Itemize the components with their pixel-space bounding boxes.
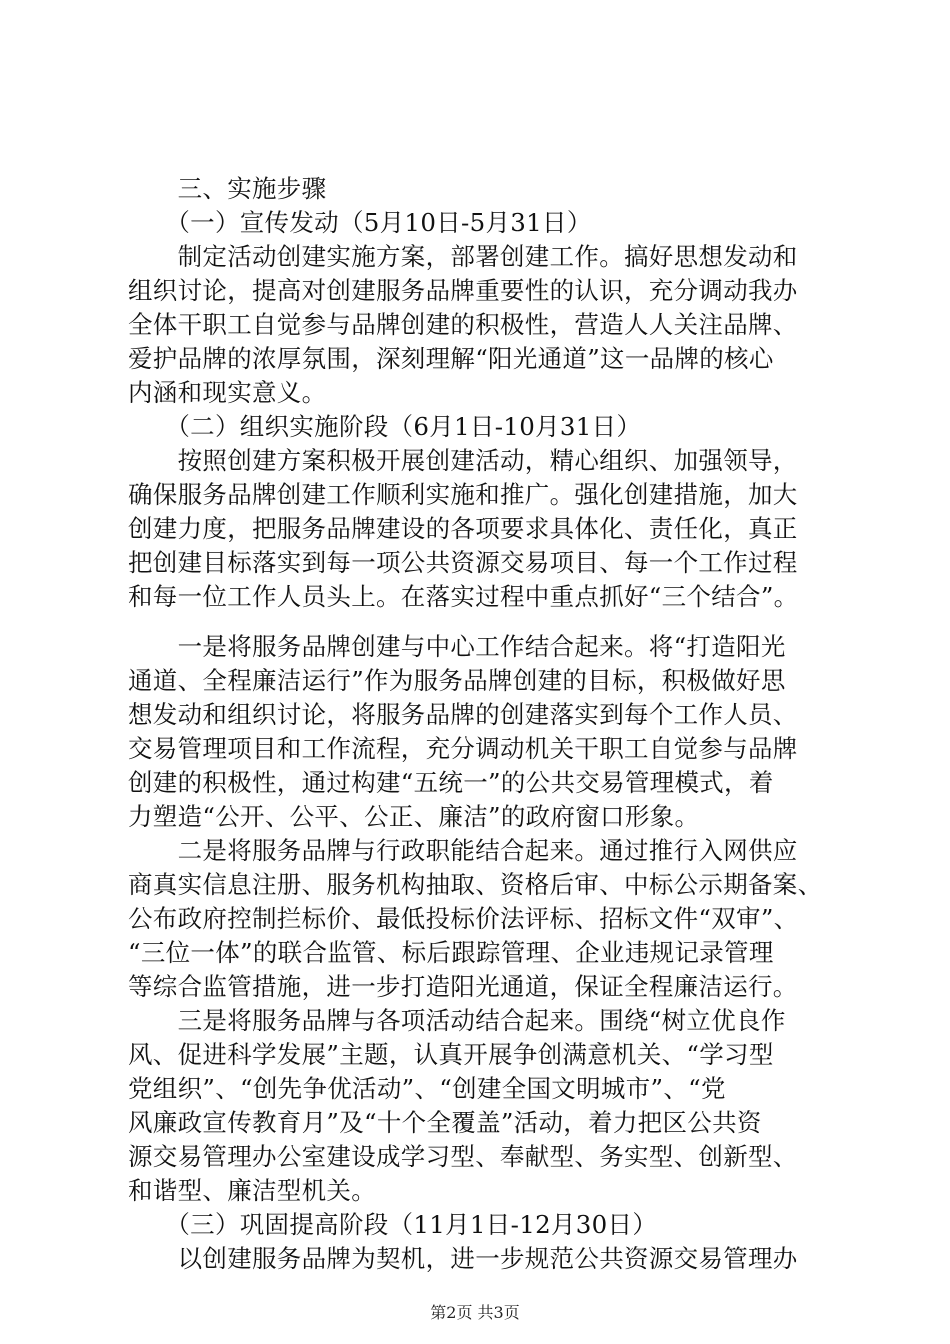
paragraph-line: 商真实信息注册、服务机构抽取、资格后审、中标公示期备案、: [128, 870, 823, 899]
paragraph-line: 按照创建方案积极开展创建活动，精心组织、加强领导，: [128, 446, 798, 475]
section-heading: 三、实施步骤: [128, 174, 327, 203]
paragraph-line: “三位一体”的联合监管、标后跟踪管理、企业违规记录管理: [128, 938, 774, 967]
paragraph-line: 内涵和现实意义。: [128, 378, 327, 407]
paragraph-line: 想发动和组织讨论，将服务品牌的创建落实到每个工作人员、: [128, 700, 798, 729]
paragraph-line: 风廉政宣传教育月”及“十个全覆盖”活动，着力把区公共资: [128, 1108, 762, 1137]
paragraph-line: 力塑造“公开、公平、公正、廉洁”的政府窗口形象。: [128, 802, 700, 831]
paragraph-line: 二是将服务品牌与行政职能结合起来。通过推行入网供应: [128, 836, 798, 865]
paragraph-line: 等综合监管措施，进一步打造阳光通道，保证全程廉洁运行。: [128, 972, 798, 1001]
paragraph-line: 三是将服务品牌与各项活动结合起来。围绕“树立优良作: [128, 1006, 786, 1035]
subsection-heading: （三）巩固提高阶段（11月1日-12月30日）: [128, 1210, 658, 1239]
subsection-heading: （一）宣传发动（5月10日-5月31日）: [128, 208, 592, 237]
paragraph-line: 一是将服务品牌创建与中心工作结合起来。将“打造阳光: [128, 632, 786, 661]
page-footer: 第2页 共3页: [430, 1303, 520, 1322]
paragraph-line: 风、促进科学发展”主题，认真开展争创满意机关、“学习型: [128, 1040, 774, 1069]
paragraph-line: 源交易管理办公室建设成学习型、奉献型、务实型、创新型、: [128, 1142, 798, 1171]
paragraph-line: 确保服务品牌创建工作顺利实施和推广。强化创建措施，加大: [128, 480, 798, 509]
paragraph-line: 爱护品牌的浓厚氛围，深刻理解“阳光通道”这一品牌的核心: [128, 344, 774, 373]
paragraph-line: 公布政府控制拦标价、最低投标价法评标、招标文件“双审”、: [128, 904, 799, 933]
paragraph-line: 通道、全程廉洁运行”作为服务品牌创建的目标，积极做好思: [128, 666, 786, 695]
paragraph-line: 创建的积极性，通过构建“五统一”的公共交易管理模式，着: [128, 768, 774, 797]
paragraph-line: 组织讨论，提高对创建服务品牌重要性的认识，充分调动我办: [128, 276, 798, 305]
paragraph-line: 党组织”、“创先争优活动”、“创建全国文明城市”、“党: [128, 1074, 726, 1103]
paragraph-line: 把创建目标落实到每一项公共资源交易项目、每一个工作过程: [128, 548, 798, 577]
paragraph-line: 和每一位工作人员头上。在落实过程中重点抓好“三个结合”。: [128, 582, 799, 611]
paragraph-line: 制定活动创建实施方案，部署创建工作。搞好思想发动和: [128, 242, 798, 271]
paragraph-line: 全体干职工自觉参与品牌创建的积极性，营造人人关注品牌、: [128, 310, 798, 339]
paragraph-line: 以创建服务品牌为契机，进一步规范公共资源交易管理办: [128, 1244, 798, 1273]
paragraph-line: 和谐型、廉洁型机关。: [128, 1176, 376, 1205]
paragraph-line: 创建力度，把服务品牌建设的各项要求具体化、责任化，真正: [128, 514, 798, 543]
paragraph-line: 交易管理项目和工作流程，充分调动机关干职工自觉参与品牌: [128, 734, 798, 763]
subsection-heading: （二）组织实施阶段（6月1日-10月31日）: [128, 412, 642, 441]
